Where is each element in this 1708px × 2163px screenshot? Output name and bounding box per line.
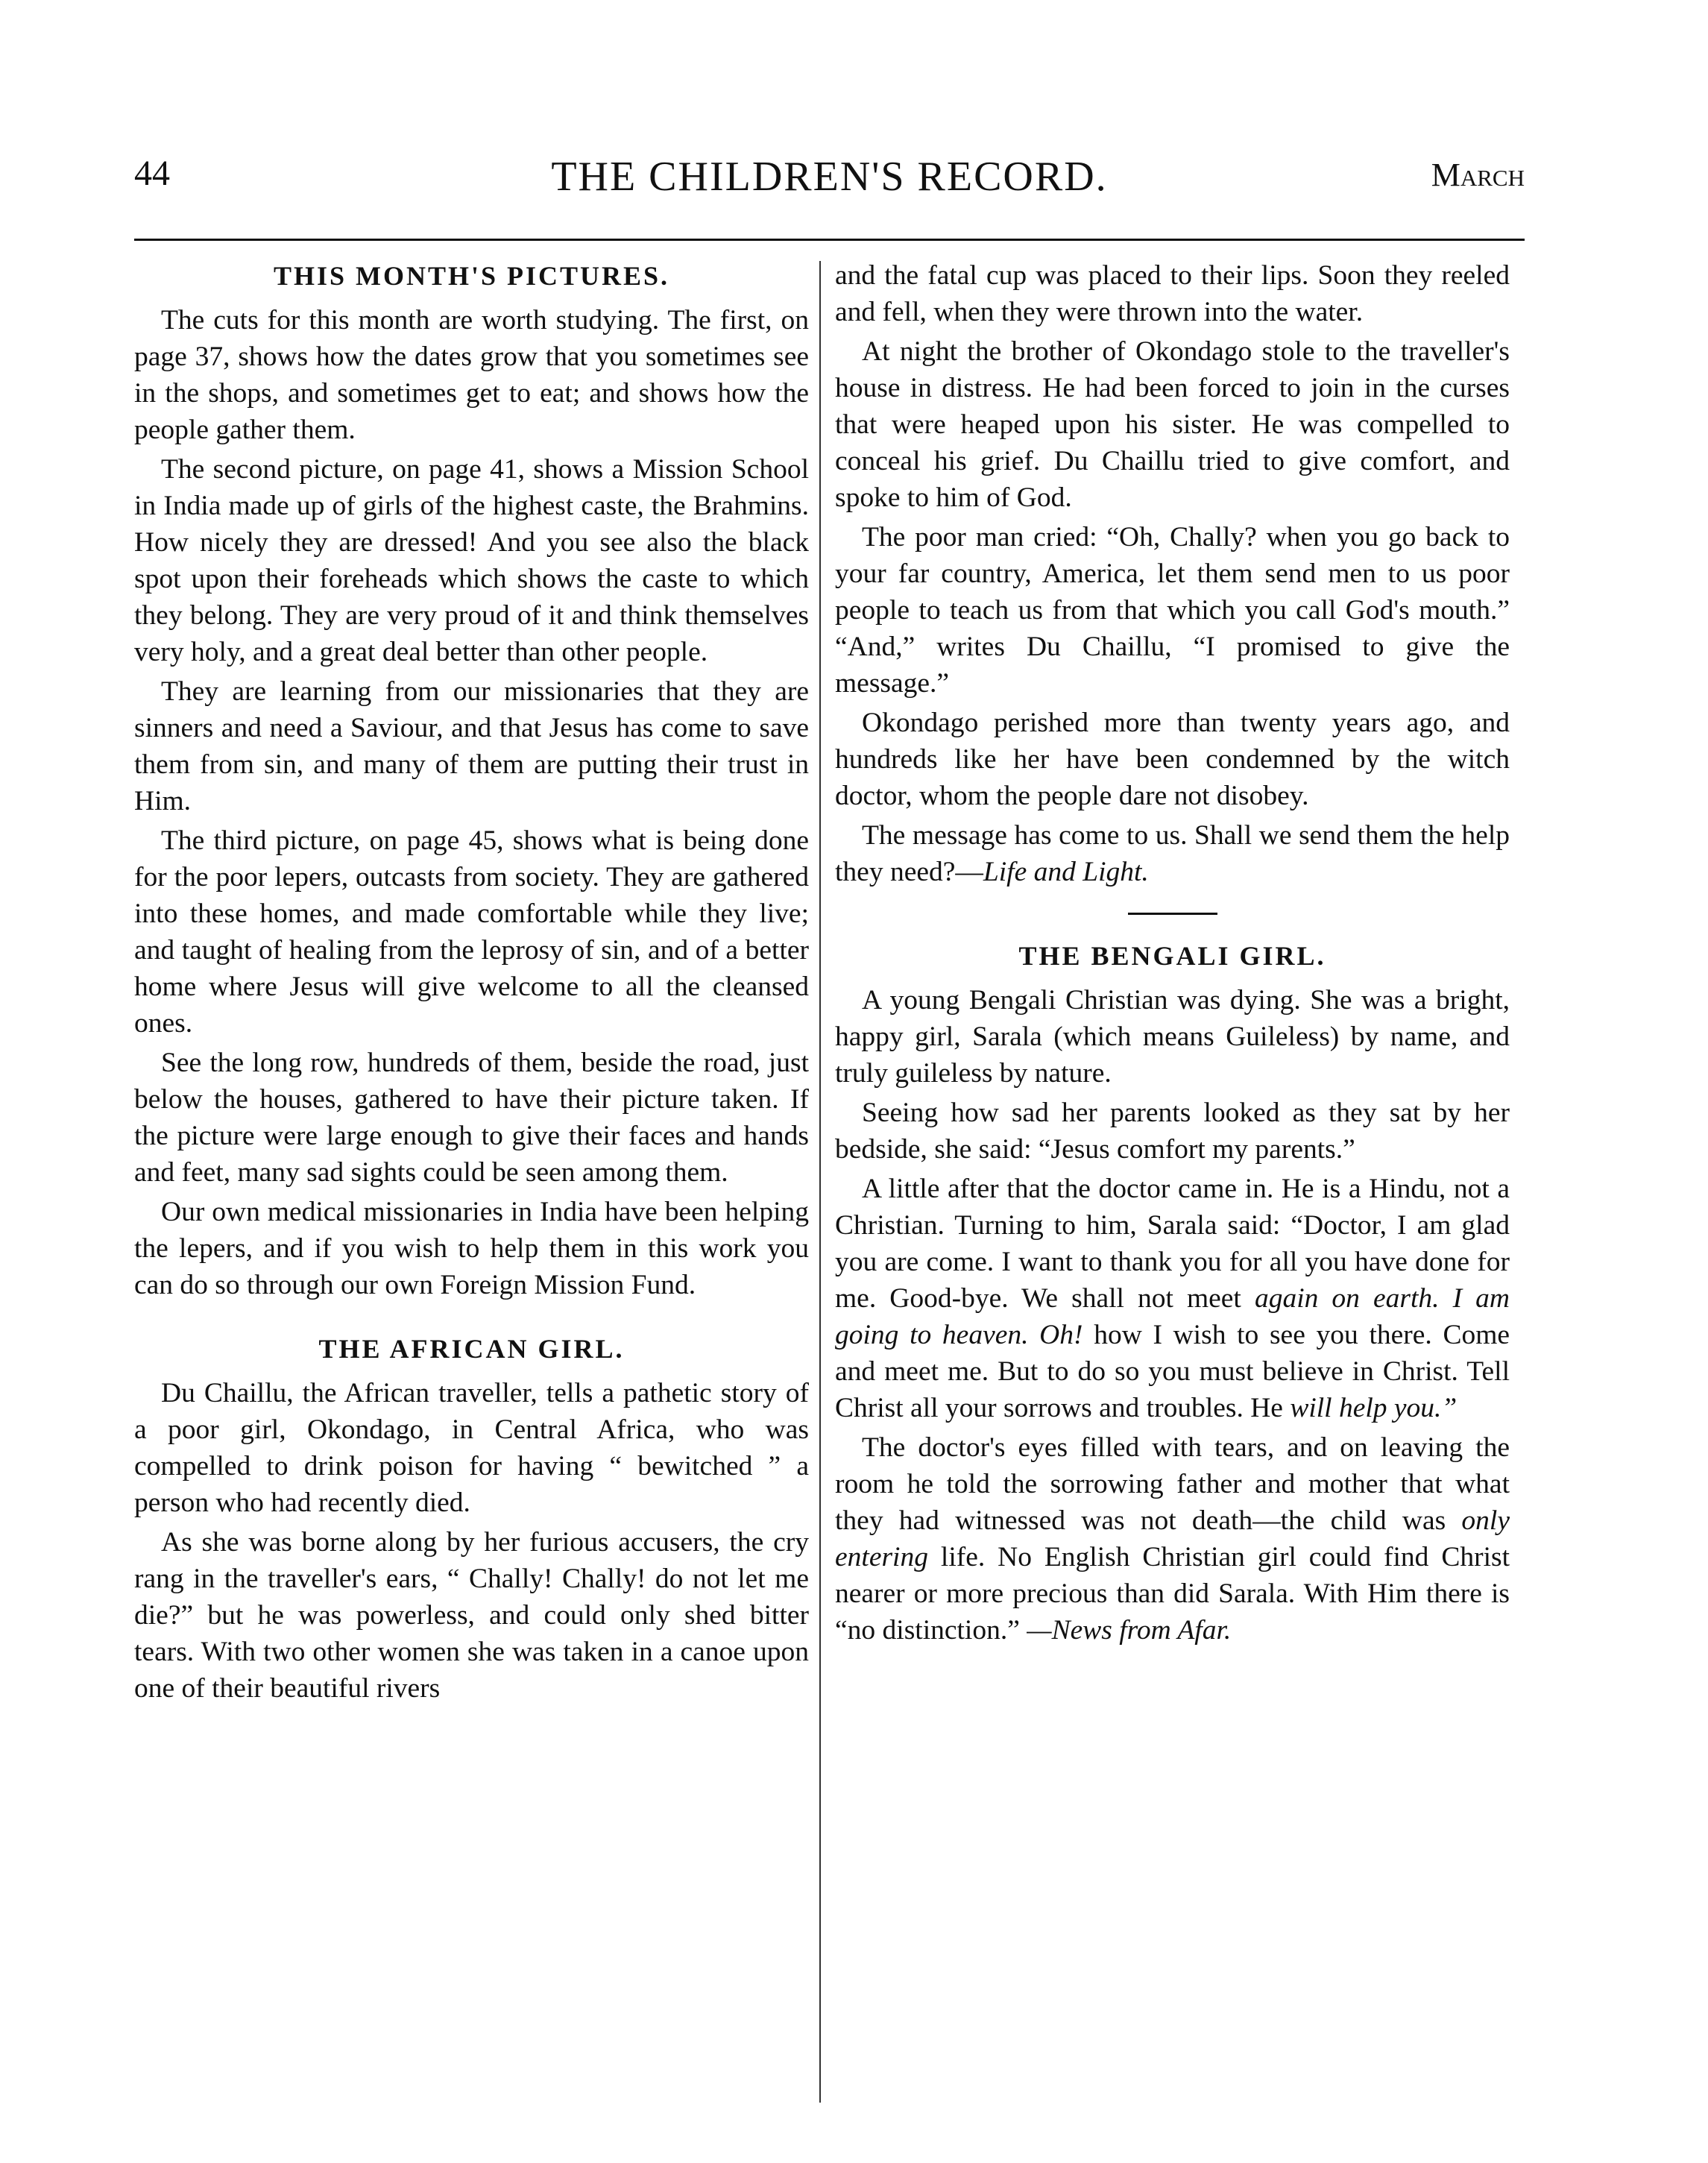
bengali-text: life. No English Christian girl could find Christ nearer or more precious than did Sarala. With Him there is “no distinction.” — [835, 1542, 1510, 1646]
african-girl-heading: THE AFRICAN GIRL. — [318, 1334, 625, 1364]
pictures-paragraph: See the long row, hundreds of them, beside the road, just below the houses, gathered to have their picture taken. If the picture were large enough to give their faces and hands and feet, many sad sights could be seen among them. — [134, 1048, 809, 1188]
african-paragraph: As she was borne along by her furious accusers, the cry rang in the traveller's ears, “ Chally! Chally! do not let me die?” but he was powerless, and could only shed bitter tears. With two other women she was taken in a canoe upon one of their beautiful rivers — [134, 1527, 809, 1704]
right-column — [835, 257, 1510, 2136]
bengali-text: how I wish to see you there. Come and meet me. But to do so you must believe in Christ. Tell Christ all your sorrows and troubles. He — [835, 1320, 1510, 1423]
pictures-paragraph: The third picture, on page 45, shows what is being done for the poor lepers, outcasts from society. They are gathered into these homes, and made comfortable while they live; and taught of healing from the leprosy of sin, and of a better home where Jesus will give welcome to all the cleansed ones. — [134, 825, 809, 1039]
african-source: Life and Light. — [983, 857, 1149, 887]
bengali-paragraph: A young Bengali Christian was dying. She was a bright, happy girl, Sarala (which means Guileless) by name, and truly guileless by nature. — [835, 985, 1510, 1089]
bengali-paragraph — [835, 1429, 1510, 1649]
bengali-paragraph: Seeing how sad her parents looked as they sat by her bedside, she said: “Jesus comfort my parents.” — [835, 1098, 1510, 1165]
pictures-heading: THIS MONTH'S PICTURES. — [273, 261, 670, 291]
pictures-paragraph: Our own medical missionaries in India have been helping the lepers, and if you wish to help them in this work you can do so through our own Foreign Mission Fund. — [134, 1197, 809, 1300]
african-paragraph: Okondago perished more than twenty years ago, and hundreds like her have been condemned by the witch doctor, whom the people dare not disobey. — [835, 708, 1510, 811]
pictures-paragraph: The cuts for this month are worth studying. The first, on page 37, shows how the dates grow that you sometimes see in the shops, and sometimes get to eat; and shows how the people gather them. — [134, 305, 809, 445]
pictures-paragraph: They are learning from our missionaries that they are sinners and need a Saviour, and that Jesus has come to save them from sin, and many of them are putting their trust in Him. — [134, 676, 809, 816]
bengali-text: The doctor's eyes filled with tears, and on leaving the room he told the sorrowing father and mother that what they had witnessed was not death—the child was — [835, 1432, 1510, 1536]
column-divider — [819, 261, 821, 2103]
african-paragraph: The poor man cried: “Oh, Chally? when you go back to your far country, America, let them send men to us poor people to teach us from that which you call God's mouth.” “And,” writes Du Chaillu, “I promised to give the message.” — [835, 522, 1510, 699]
african-paragraph: At night the brother of Okondago stole to the traveller's house in distress. He had been forced to join in the curses that were heaped upon his sister. He was compelled to conceal his grief. Du Chaillu tried to give comfort, and spoke to him of God. — [835, 336, 1510, 513]
issue-month: March — [1431, 157, 1525, 193]
bengali-italic-text: only entering — [835, 1505, 1510, 1572]
left-column — [134, 257, 809, 2136]
african-paragraph: Du Chaillu, the African traveller, tells a pathetic story of a poor girl, Okondago, in Central Africa, who was compelled to drink poison for having “ bewitched ” a person who had recently died. — [134, 1378, 809, 1518]
publication-title: THE CHILDREN'S RECORD. — [551, 154, 1108, 200]
african-closing-text: The message has come to us. Shall we send them the help they need?— — [835, 820, 1510, 887]
bengali-paragraph — [835, 1171, 1510, 1426]
bengali-italic-text: will help you.” — [1290, 1393, 1458, 1423]
bengali-source: —News from Afar. — [1027, 1615, 1232, 1646]
african-paragraph — [835, 817, 1510, 890]
african-paragraph-continued: and the fatal cup was placed to their lips. Soon they reeled and fell, when they were thrown into the water. — [835, 260, 1510, 327]
bengali-italic-text: again on earth. I am going to heaven. Oh! — [835, 1283, 1510, 1350]
pictures-paragraph: The second picture, on page 41, shows a Mission School in India made up of girls of the highest caste, the Brahmins. How nicely they are dressed! And you see also the black spot upon their foreheads which shows the caste to which they belong. They are very proud of it and think themselves very holy, and a great deal better than other people. — [134, 454, 809, 667]
bengali-girl-heading: THE BENGALI GIRL. — [1018, 941, 1326, 971]
section-rule — [1128, 913, 1217, 915]
header-rule — [134, 239, 1525, 241]
bengali-text: A little after that the doctor came in. He is a Hindu, not a Christian. Turning to him, Sarala said: “Doctor, I am glad you are come. I want to thank you for all you have done for me. Good-bye. We shall not meet — [835, 1174, 1510, 1314]
page-number: 44 — [134, 154, 170, 193]
page-header — [134, 153, 1525, 212]
